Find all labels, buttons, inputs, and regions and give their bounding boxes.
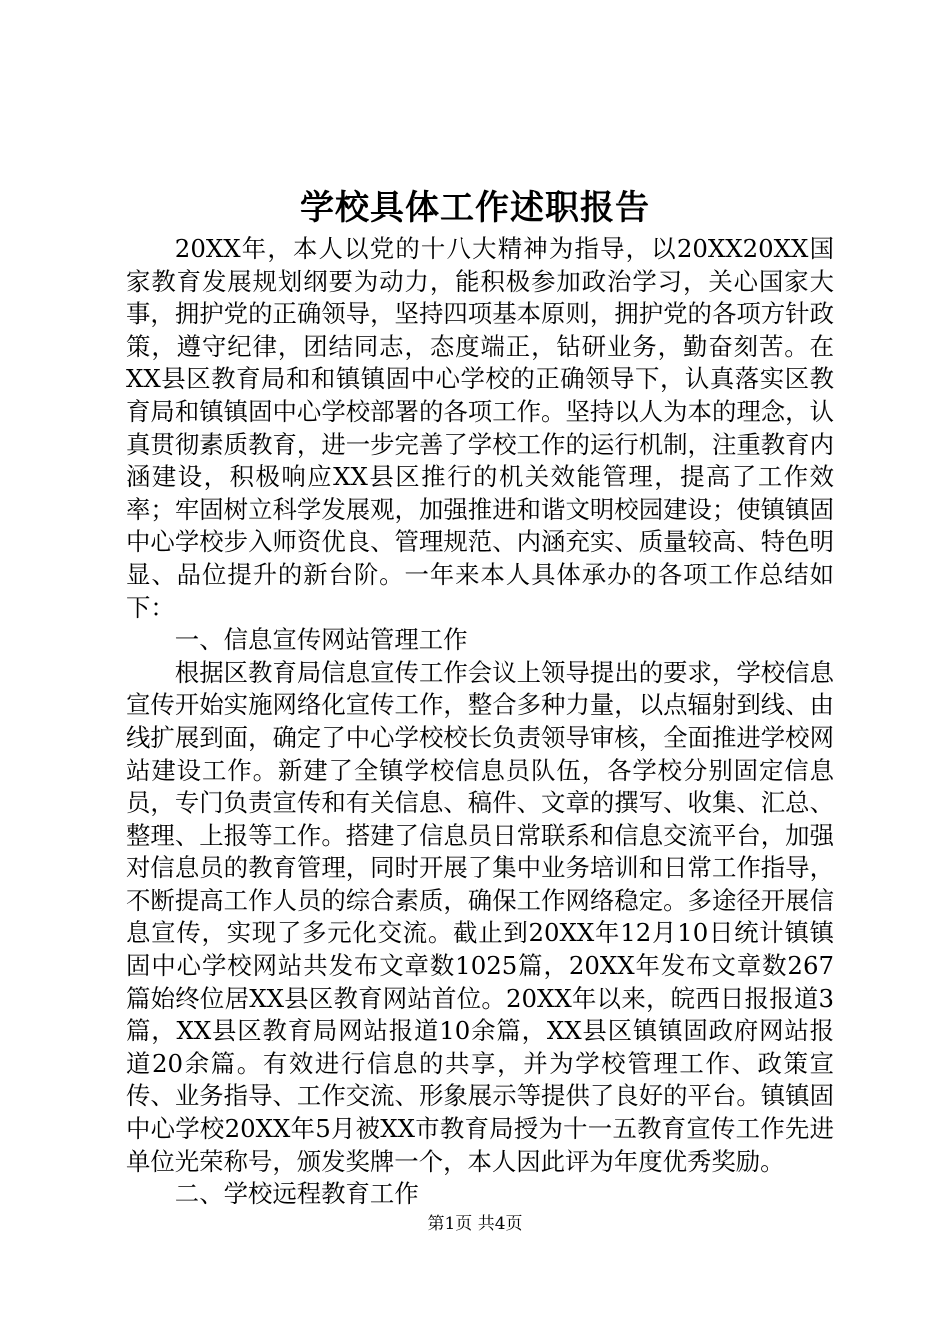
paragraph-intro: 20XX年，本人以党的十八大精神为指导，以20XX20XX国家教育发展规划纲要为动力，能积极参加政治学习，关心国家大事，拥护党的正确领导，坚持四项基本原则，拥护党的各项方针政策，遵守纪律，团结同志，态度端正，钻研业务，勤奋刻苦。在XX县区教育局和和镇镇固中心学校的正确领导下，认真落实区教育局和镇镇固中心学校部署的各项工作。坚持以人为本的理念，认真贯彻素质教育，进一步完善了学校工作的运行机制，注重教育内涵建设，积极响应XX县区推行的机关效能管理，提高了工作效率；牢固树立科学发展观，加强推进和谐文明校园建设；使镇镇固中心学校步入师资优良、管理规范、内涵充实、质量较高、特色明显、品位提升的新台阶。一年来本人具体承办的各项工作总结如下： xyxy=(126,234,834,622)
section-heading-2: 二、学校远程教育工作 xyxy=(174,1179,419,1209)
document-title: 学校具体工作述职报告 xyxy=(300,188,650,228)
page-footer: 第1页 共4页 xyxy=(427,1214,523,1234)
section-heading-1: 一、信息宣传网站管理工作 xyxy=(174,625,468,655)
document-body xyxy=(126,233,834,1211)
paragraph-section-1: 根据区教育局信息宣传工作会议上领导提出的要求，学校信息宣传开始实施网络化宣传工作，整合多种力量，以点辐射到线、由线扩展到面，确定了中心学校校长负责领导审核，全面推进学校网站建设工作。新建了全镇学校信息员队伍，各学校分别固定信息员，专门负责宣传和有关信息、稿件、文章的撰写、收集、汇总、整理、上报等工作。搭建了信息员日常联系和信息交流平台，加强对信息员的教育管理，同时开展了集中业务培训和日常工作指导，不断提高工作人员的综合素质，确保工作网络稳定。多途径开展信息宣传，实现了多元化交流。截止到20XX年12月10日统计镇镇固中心学校网站共发布文章数1025篇，20XX年发布文章数267篇始终位居XX县区教育网站首位。20XX年以来，皖西日报报道3篇，XX县区教育局网站报道10余篇，XX县区镇镇固政府网站报道20余篇。有效进行信息的共享，并为学校管理工作、政策宣传、业务指导、工作交流、形象展示等提供了良好的平台。镇镇固中心学校20XX年5月被XX市教育局授为十一五教育宣传工作先进单位光荣称号，颁发奖牌一个，本人因此评为年度优秀奖励。 xyxy=(126,657,834,1176)
